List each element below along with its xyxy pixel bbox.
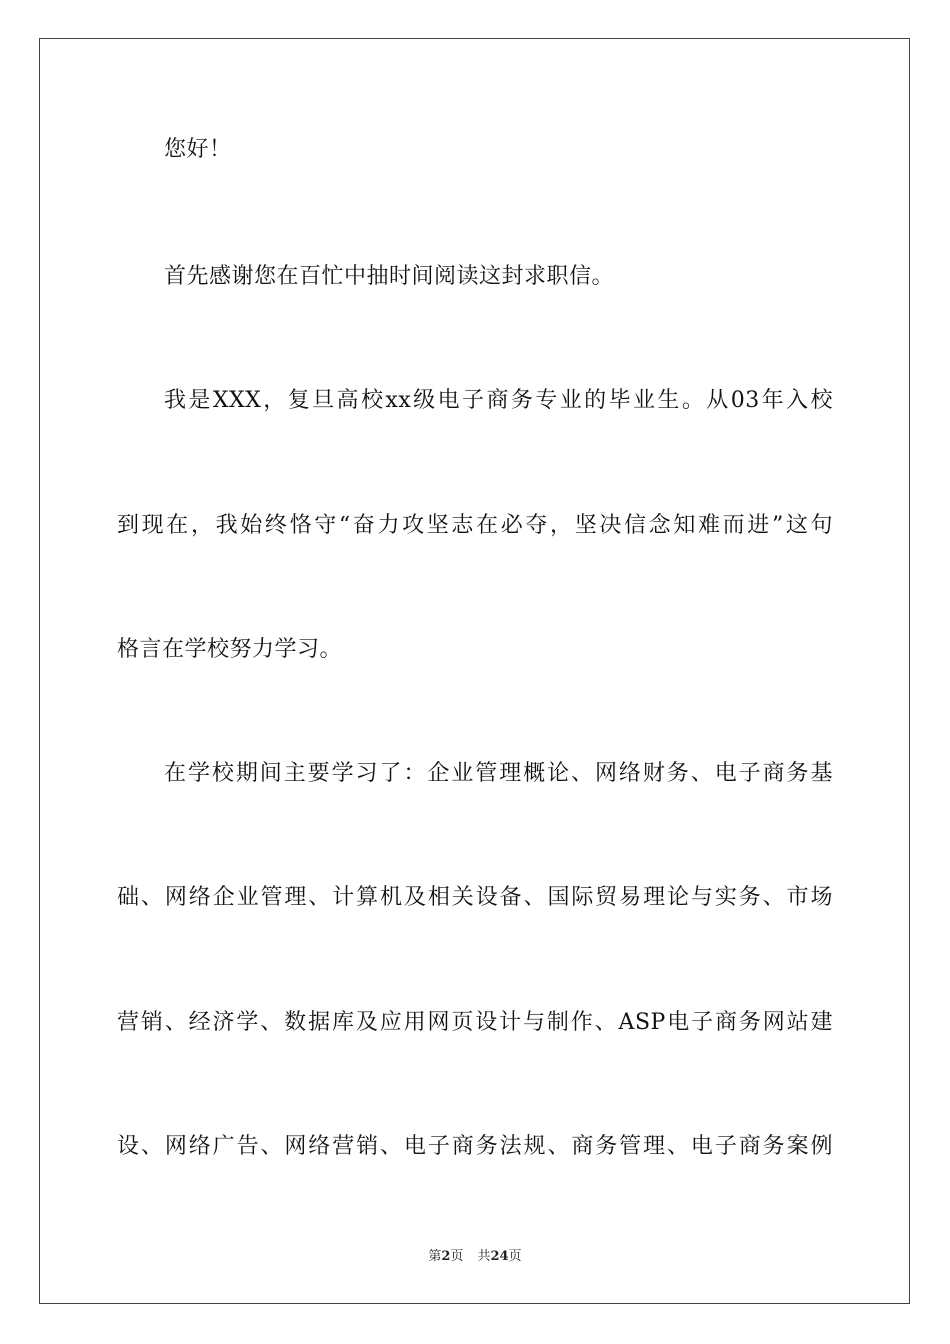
total-pages: 24 bbox=[490, 1249, 509, 1264]
page-number: 2 bbox=[441, 1249, 451, 1264]
paragraph-3-line-4: 设、网络广告、网络营销、电子商务法规、商务管理、电子商务案例 bbox=[117, 1134, 833, 1159]
paragraph-2-line-1: 我是XXX，复旦高校xx级电子商务专业的毕业生。从03年入校 bbox=[164, 388, 833, 413]
paragraph-3-line-3: 营销、经济学、数据库及应用网页设计与制作、ASP电子商务网站建 bbox=[117, 1010, 833, 1035]
paragraph-2-line-2: 到现在，我始终恪守“奋力攻坚志在必夺，坚决信念知难而进”这句 bbox=[117, 513, 833, 538]
paragraph-2-line-3: 格言在学校努力学习。 bbox=[117, 637, 343, 662]
paragraph-3-line-1: 在学校期间主要学习了：企业管理概论、网络财务、电子商务基 bbox=[164, 761, 833, 786]
page-suffix: 页 bbox=[450, 1249, 464, 1264]
page-prefix: 第 bbox=[428, 1249, 442, 1264]
total-prefix: 共 bbox=[477, 1249, 491, 1264]
paragraph-3-line-2: 础、网络企业管理、计算机及相关设备、国际贸易理论与实务、市场 bbox=[117, 885, 833, 910]
page-footer bbox=[0, 1248, 950, 1266]
page-border bbox=[39, 38, 910, 1304]
greeting-line: 您好！ bbox=[164, 137, 232, 162]
paragraph-1-line-1: 首先感谢您在百忙中抽时间阅读这封求职信。 bbox=[164, 264, 615, 289]
total-suffix: 页 bbox=[508, 1249, 522, 1264]
